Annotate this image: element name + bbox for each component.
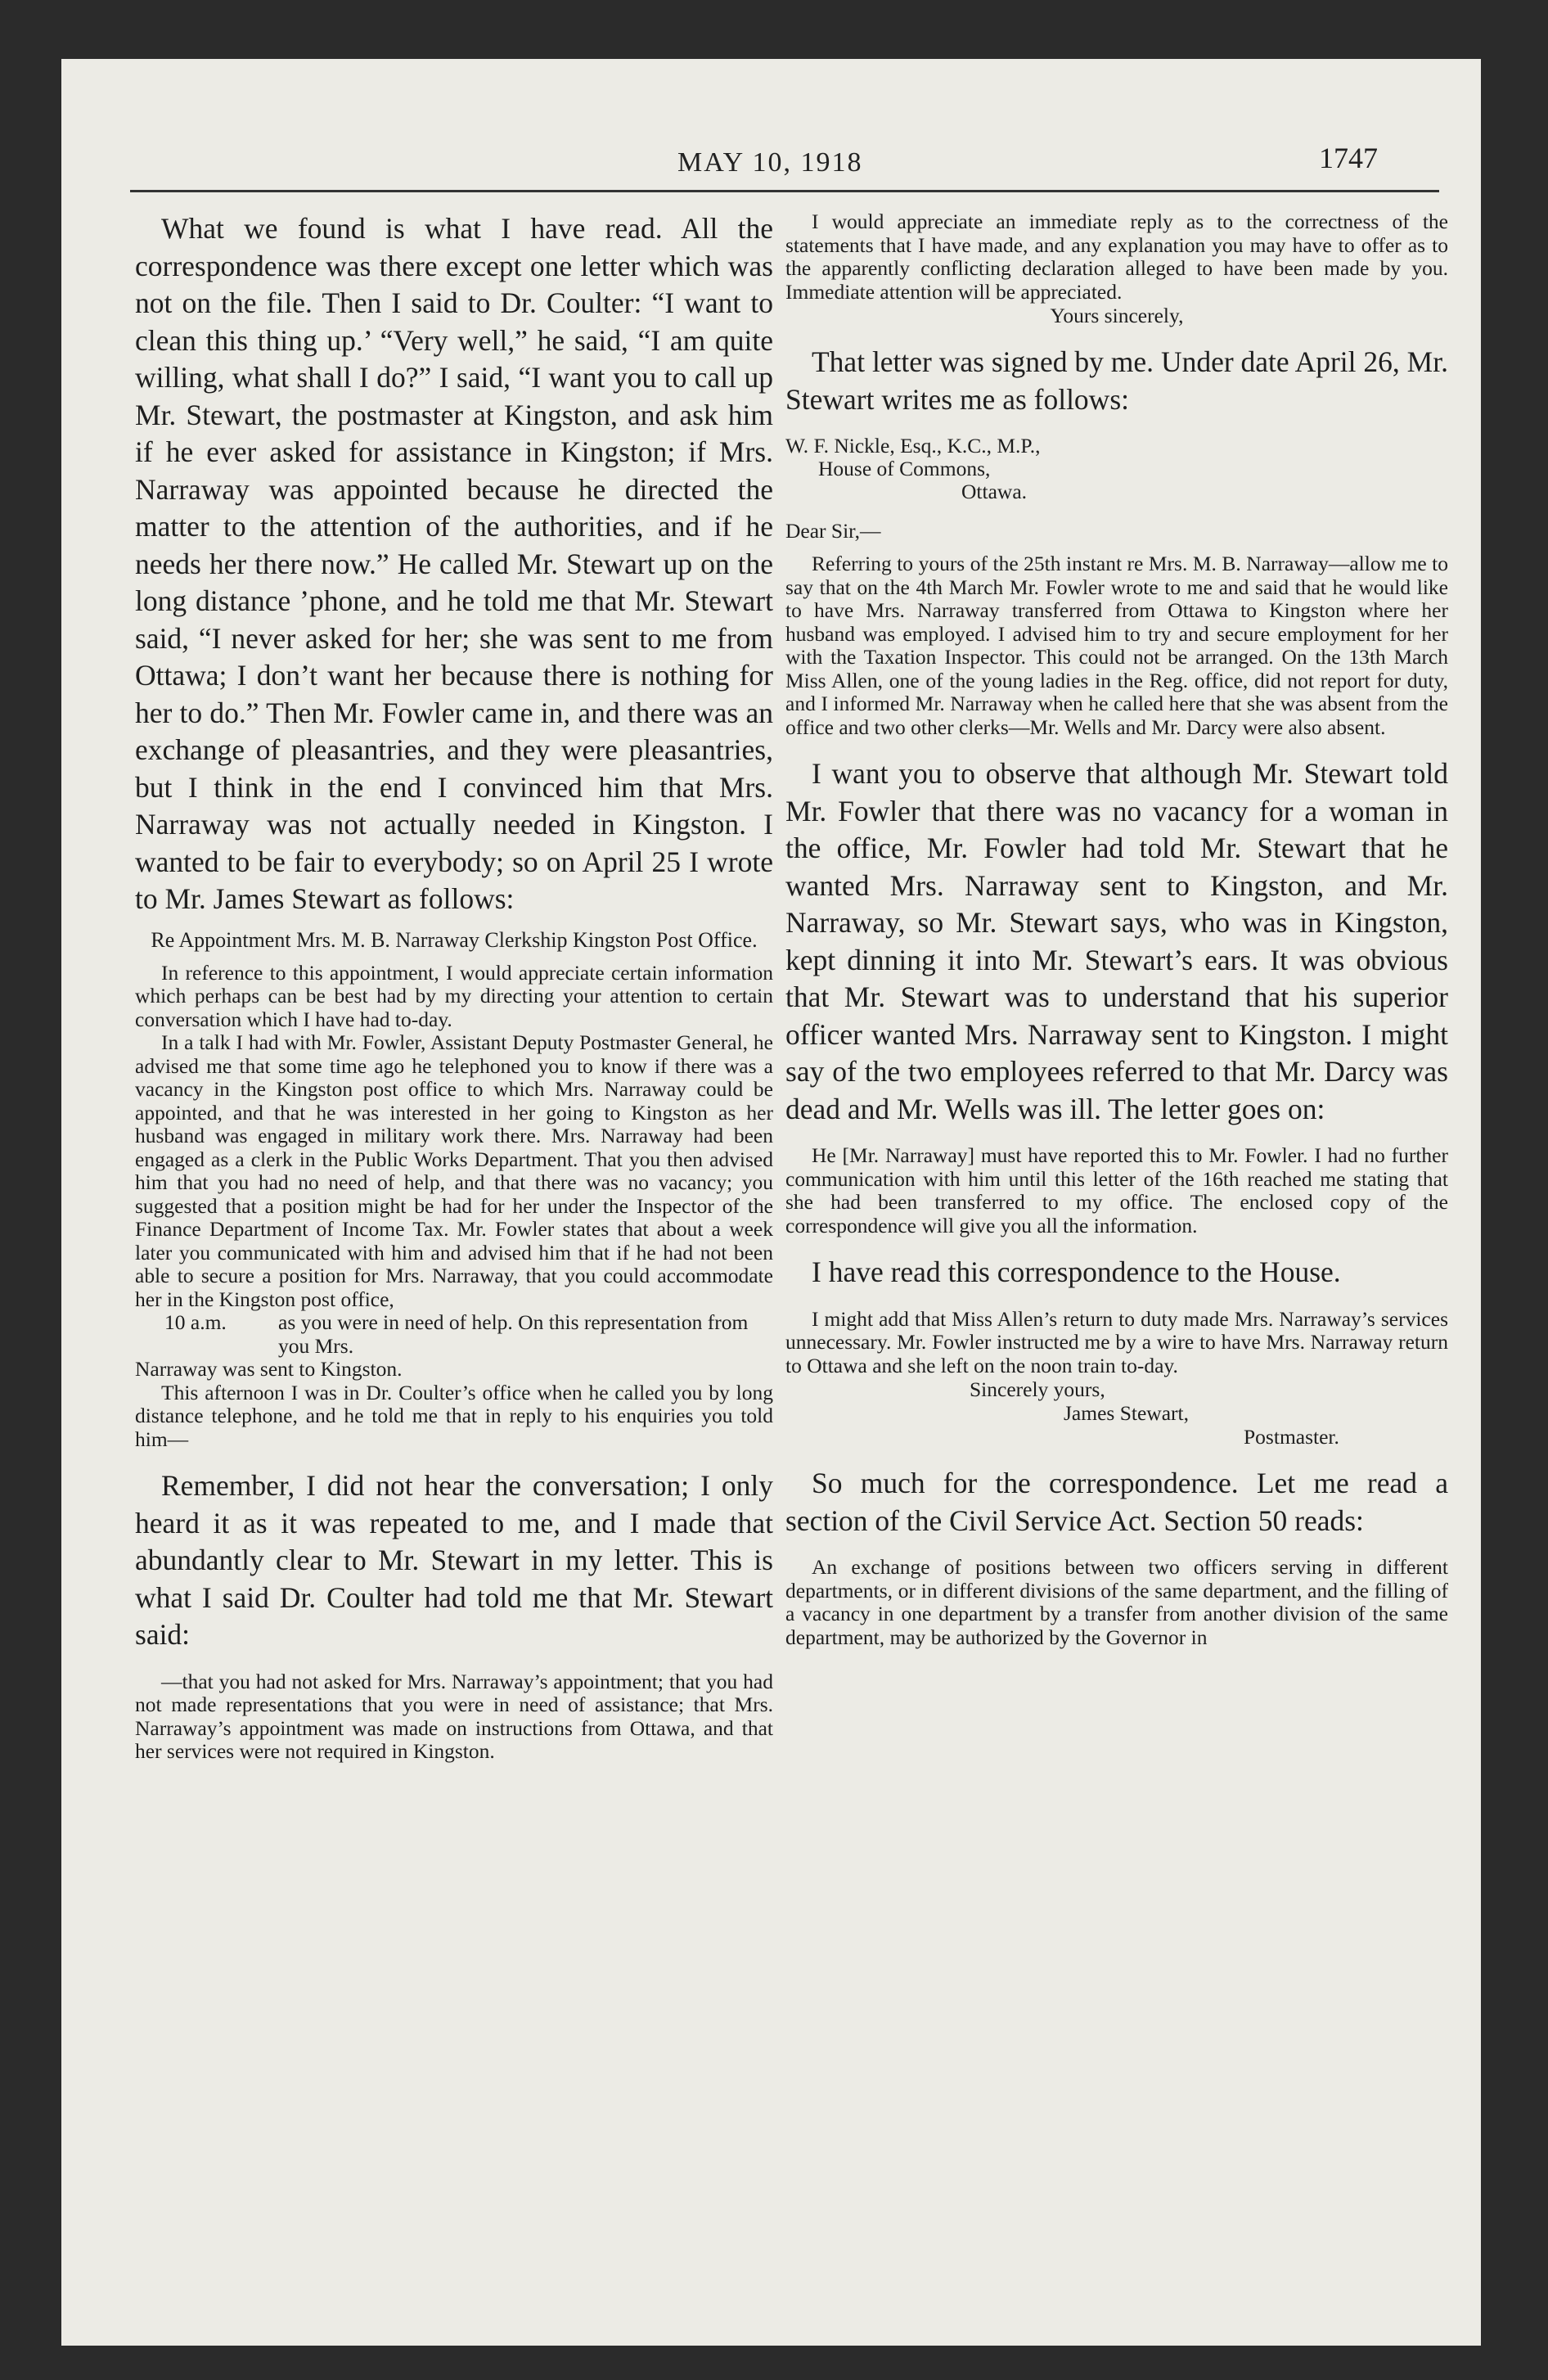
time-annotation: 10 a.m. [164,1310,227,1334]
left-column [135,210,773,1764]
quoted-paragraph: He [Mr. Narraway] must have reported this to Mr. Fowler. I had no further communication with him until this letter of the 16th reached me stating that she had been transferred to my office. The enclosed copy of the correspondence will give you all the information. [785,1143,1448,1237]
scanned-page [61,59,1481,2346]
paragraph: That letter was signed by me. Under date April 26, Mr. Stewart writes me as follows: [785,345,1448,416]
quoted-paragraph: Referring to yours of the 25th instant re Mrs. M. B. Narraway—allow me to say that on the 4th March Mr. Fowler wrote to me and said that he would like to have Mrs. Narraway transferred from Ottawa to Kingston where her husband was employed. I advised him to try and secure employment for her with the Taxation Inspector. This could not be arranged. On the 13th March Miss Allen, one of the young ladies in the Reg. office, did not report for duty, and I informed Mr. Narraway when he called here that she was absent from the office and two other clerks—Mr. Wells and Mr. Darcy were also absent. [785,552,1448,739]
paragraph: I want you to observe that although Mr. Stewart told Mr. Fowler that there was no vacancy for a woman in the office, Mr. Fowler had told Mr. Stewart that he wanted Mrs. Narraway sent to Kingston, and Mr. Narraway, so Mr. Stewart says, who was in Kingston, kept dinning it into Mr. Stewart’s ears. It was obvious that Mr. Stewart was to understand that his superior officer wanted Mrs. Narraway sent to Kingston. I might say of the two employees referred to that Mr. Darcy was dead and Mr. Wells was ill. The letter goes on: [785,757,1448,1125]
letter-heading: Re Appointment Mrs. M. B. Narraway Clerkship Kingston Post Office. [151,927,758,952]
header-rule [130,190,1439,192]
paragraph: What we found is what I have read. All the correspondence was there except one letter which was not on the file. Then I said to Dr. Coulter: “I want to clean this thing up.’ “Very well,” he said, “I am quite willing, what shall I do?” I said, “I want you to call up Mr. Stewart, the postmaster at Kingston, and ask him if he ever asked for assistance in Kingston; if Mrs. Narraway was appointed because he directed the matter to the attention of the authorities, and if he needs her there now.” He called Mr. Stewart up on the long distance ’phone, and he told me that Mr. Stewart said, “I never asked for her; she was sent to me from Ottawa; I don’t want her because there is nothing for her to do.” Then Mr. Fowler came in, and there was an exchange of pleasantries, and they were pleasantries, but I think in the end I convinced him that Mrs. Narraway was not actually needed in Kingston. I wanted to be fair to everybody; so on April 25 I wrote to Mr. James Stewart as follows: [135,212,773,915]
quoted-paragraph: In reference to this appointment, I would appreciate certain information which perhaps can be best had by my directing your attention to certain conversation which I have had to-day. [135,960,773,1031]
signature-name: James Stewart, [1064,1401,1189,1425]
salutation: Dear Sir,— [785,519,881,543]
quoted-paragraph: In a talk I had with Mr. Fowler, Assistant Deputy Postmaster General, he advised me that some time ago he telephoned you to know if there was a vacancy in the Kingston post office to which Mrs. Narraway could be appointed, and that he was interested in her going to Kingston as her husband was engaged in military work there. Mrs. Narraway had been engaged as a clerk in the Public Works Department. That you then advised him that you had no need of help, and that there was no vacancy; you suggested that a position might be had for her under the Inspector of the Finance Department of Income Tax. Mr. Fowler states that about a week later you communicated with him and advised him that if he had not been able to secure a position for Mrs. Narraway, that you could accommodate her in the Kingston post office, [135,1030,773,1311]
paragraph: Remember, I did not hear the conversation; I only heard it as it was repeated to me, and I made that abundantly clear to Mr. Stewart in my letter. This is what I said Dr. Coulter had told me that Mr. Stewart said: [135,1469,773,1651]
time-annotation-row [135,1311,773,1358]
letter-closing: Sincerely yours, [970,1377,1105,1401]
quoted-text: Narraway was sent to Kingston. [135,1357,403,1381]
paragraph: I have read this correspondence to the House. [812,1255,1341,1288]
quoted-paragraph: An exchange of positions between two officers serving in different departments, or in different divisions of the same department, and the filling of a vacancy in one department by a transfer from another division of the same department, may be authorized by the Governor in [785,1555,1448,1649]
address-line: House of Commons, [818,457,991,480]
quoted-paragraph: —that you had not asked for Mrs. Narraway’s appointment; that you had not made representations that you were in need of assistance; that Mrs. Narraway’s appointment was made on instructions from Ottawa, and that her services were not required in Kingston. [135,1669,773,1763]
address-line: W. F. Nickle, Esq., K.C., M.P., [785,434,1041,458]
address-line: Ottawa. [961,480,1028,503]
signature-title: Postmaster. [1244,1425,1339,1449]
quoted-text: as you were in need of help. On this representation from you Mrs. [278,1310,749,1358]
quoted-paragraph: I might add that Miss Allen’s return to duty made Mrs. Narraway’s services unnecessary. Mr. Fowler instructed me by a wire to have Mrs. Narraway return to Ottawa and she left on the noon train to-day. [785,1306,1448,1377]
right-column [785,210,1448,1649]
quoted-paragraph: I would appreciate an immediate reply as to the correctness of the statements that I have made, and any explanation you may have to offer as to the apparently conflicting declaration alleged to have been made by you. Immediate attention will be appreciated. [785,210,1448,304]
page-number: 1747 [1319,142,1378,174]
running-head: MAY 10, 1918 [677,147,863,178]
page-header [61,141,1481,190]
letter-closing: Yours sincerely, [1050,304,1184,327]
paragraph: So much for the correspondence. Let me read a section of the Civil Service Act. Section 50 reads: [785,1467,1448,1537]
quoted-paragraph: This afternoon I was in Dr. Coulter’s office when he called you by long distance telephone, and he told me that in reply to his enquiries you told him— [135,1380,773,1451]
